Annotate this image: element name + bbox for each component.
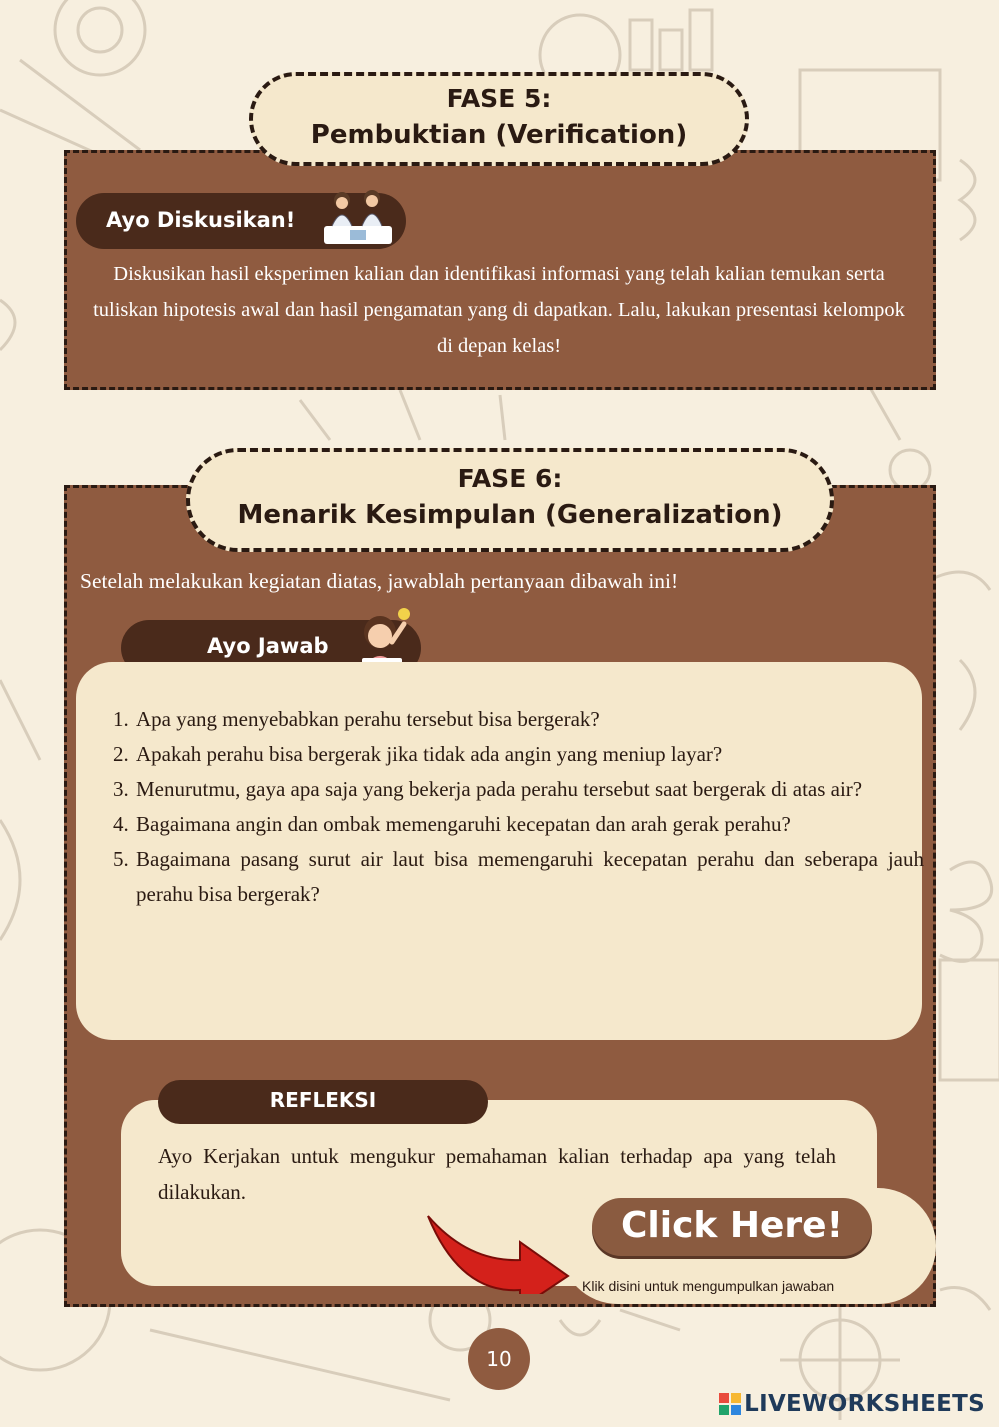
phase5-title-line2: Pembuktian (Verification) xyxy=(310,120,688,150)
watermark-text: LIVEWORKSHEETS xyxy=(744,1391,985,1417)
liveworksheets-logo-icon xyxy=(719,1393,741,1415)
question-item: 2. Apakah perahu bisa bergerak jika tidak ada angin yang meniup layar? xyxy=(134,737,924,772)
phase6-title-line2: Menarik Kesimpulan (Generalization) xyxy=(237,500,783,530)
students-group-icon xyxy=(322,186,394,248)
red-arrow-icon xyxy=(424,1210,574,1294)
discuss-label-text: Ayo Diskusikan! xyxy=(106,208,296,232)
reflection-label xyxy=(158,1080,488,1124)
questions-list xyxy=(98,702,924,912)
page-number: 10 xyxy=(468,1328,530,1390)
liveworksheets-watermark xyxy=(719,1391,985,1417)
answer-label-text: Ayo Jawab xyxy=(207,634,329,658)
phase6-title-line1: FASE 6: xyxy=(457,464,563,493)
reflection-label-text: REFLEKSI xyxy=(269,1088,377,1112)
question-item: 3. Menurutmu, gaya apa saja yang bekerja pada perahu tersebut saat bergerak di atas air? xyxy=(134,772,924,807)
reflection-text: Ayo Kerjakan untuk mengukur pemahaman kalian terhadap apa yang telah dilakukan. xyxy=(158,1144,836,1204)
phase5-title xyxy=(249,72,749,166)
phase5-title-line1: FASE 5: xyxy=(446,84,552,113)
phase6-instruction: Setelah melakukan kegiatan diatas, jawablah pertanyaan dibawah ini! xyxy=(80,569,679,593)
phase6-title xyxy=(186,448,834,552)
phase5-paragraph: Diskusikan hasil eksperimen kalian dan identifikasi informasi yang telah kalian temukan serta tuliskan hipotesis awal dan hasil pengamatan yang di dapatkan. Lalu, lakukan presentasi kelompok di depan kelas! xyxy=(93,263,905,357)
question-item: 5. Bagaimana pasang surut air laut bisa memengaruhi kecepatan perahu dan seberapa jauh perahu bisa bergerak? xyxy=(134,842,924,912)
click-here-label: Click Here! xyxy=(620,1205,844,1246)
click-here-button[interactable] xyxy=(592,1198,872,1256)
question-item: 1. Apa yang menyebabkan perahu tersebut bisa bergerak? xyxy=(134,702,924,737)
question-item: 4. Bagaimana angin dan ombak memengaruhi kecepatan dan arah gerak perahu? xyxy=(134,807,924,842)
click-here-note: Klik disini untuk mengumpulkan jawaban xyxy=(582,1278,835,1294)
